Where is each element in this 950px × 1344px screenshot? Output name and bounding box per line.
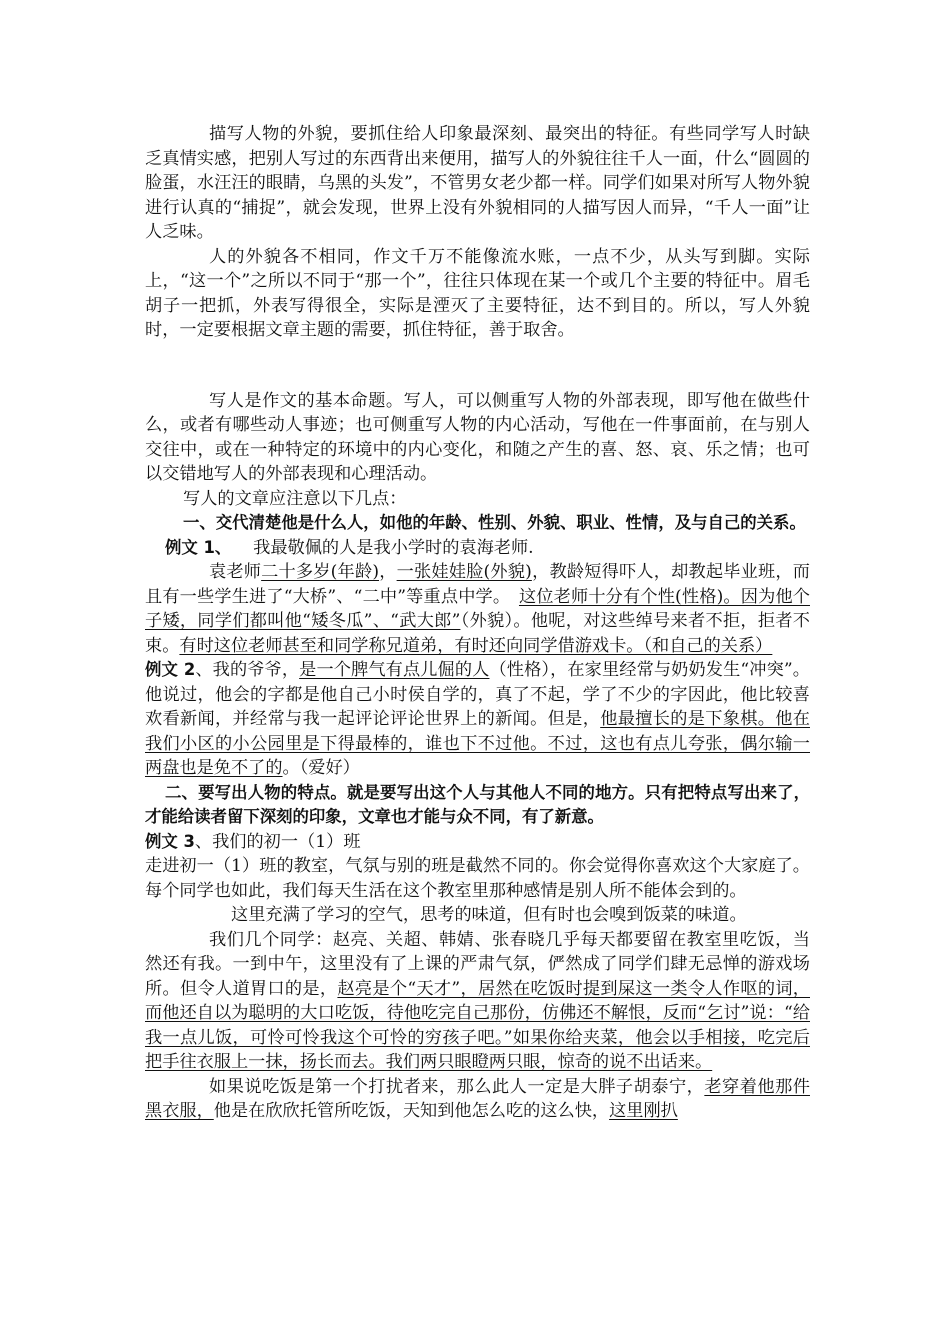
example-3-paragraph-4 [145,1075,810,1124]
example-2-text: （性格），在家里经常与奶奶发生“冲突”。他说过，他会的字都是他自己小时侯自学的，真了不起，学了不少的字因此，他比较喜欢看新闻，并经常与我一起评论评论世界上的新闻。但是， [145,660,810,729]
example-1-underline-personality: 这位老师十分有个性(性格)。因为他个子矮，同学们都叫他“矮冬瓜”、“武大郎” [145,586,810,631]
example-1-text: ， [379,562,397,582]
example-2-text: 、我的爷爷， [195,660,300,680]
example-3-paragraph-3 [145,928,810,1075]
example-1-underline-face: 一张娃娃脸(外貌) [396,562,532,582]
example-1-text: 袁老师 [209,562,262,582]
example-1-title: 我最敬佩的人是我小学时的袁海老师. [253,537,534,558]
example-3-label: 例文 3 [145,831,195,851]
example-1-text: （外貌）。他呢，对这些绰号来者不拒，拒者不束。 [145,611,810,656]
example-1-text: ，教龄短得吓人，却教起毕业班，而且有一些学生进了“大桥”、“二中”等重点中学。 [145,562,810,607]
example-2-text: 。（爱好） [282,758,360,778]
example-1-title-line [145,536,810,561]
example-3-text: 他是在欣欣托管所吃饭，天知到他怎么吃的这么快， [213,1101,610,1121]
paragraph-writing-people: 写人是作文的基本命题。写人，可以侧重写人物的外部表现，即写他在做些什么，或者有哪些动人事迹；也可侧重写人物的内心活动，写他在一件事面前，在与别人交往中，或在一种特定的环境中的内心变化，和随之产生的喜、怒、哀、乐之情；也可以交错地写人的外部表现和心理活动。 [145,390,810,484]
example-3-text: 我们几个同学：赵亮、关超、韩婧、张春晓几乎每天都要留在教室里吃饭，当然还有我。一到中午，这里没有了上课的严肃气氛，俨然成了同学们肆无忌惮的游戏场所。但令人道胃口的是， [145,929,810,999]
example-1-underline-relationship: 有时这位老师甚至和同学称兄道弟，有时还向同学借游戏卡。（和自己的关系） [179,635,773,656]
example-1-label: 例文 1、 [165,537,232,557]
example-3-title-line [145,830,810,855]
example-1-underline-age: 二十多岁(年龄) [261,562,380,582]
paragraph-appearance-detail: 人的外貌各不相同，作文千万不能像流水账，一点不少，从头写到脚。实际上，“这一个”之所以不同于“那一个”，往往只体现在某一个或几个主要的特征中。眉毛胡子一把抓，外表写得很全，实际是湮灭了主要特征，达不到目的。所以，写人外貌时，一定要根据文章主题的需要，抓住特征，善于取舍。 [145,246,810,340]
example-2-underline-temper: 是一个脾气有点儿倔的人 [299,660,490,680]
paragraph-appearance-intro: 描写人物的外貌，要抓住给人印象最深刻、最突出的特征。有些同学写人时缺乏真情实感，把别人写过的东西背出来便用，描写人的外貌往往千人一面，什么“圆圆的脸蛋，水汪汪的眼睛，乌黑的头发”，不管男女老少都一样。同学们如果对所写人物外貌进行认真的“捕捉”，就会发现，世界上没有外貌相同的人描写因人而异，“千人一面”让人乏味。 [145,124,810,242]
example-2-underline-chess: 他最擅长的是下象棋。他在我们小区的小公园里是下得最棒的，谁也下不过他。不过，这也有点儿夸张，偶尔输一两盘也是免不了的 [145,709,810,778]
paragraph-gap [145,343,810,389]
example-2-label: 例文 2 [145,660,196,679]
example-3-paragraph-1: 走进初一（1）班的教室，气氛与别的班是截然不同的。你会觉得你喜欢这个大家庭了。每个同学也如此，我们每天生活在这个教室里那种感情是别人所不能体会到的。 [145,856,810,901]
paragraph-points-intro: 写人的文章应注意以下几点： [183,488,407,509]
example-3-text: 如果说吃饭是第一个打扰者来，那么此人一定是大胖子胡泰宁， [209,1076,705,1097]
heading-point-two: 二、要写出人物的特点。就是要写出这个人与其他人不同的地方。只有把特点写出来了，才能给读者留下深刻的印象，文章也才能与众不同，有了新意。 [145,782,810,826]
example-1-body [145,560,810,658]
example-3-underline-end: 这里刚扒 [609,1101,678,1121]
example-2-body [145,658,810,781]
document-body [145,122,810,1124]
example-3-underline-clothes: 老穿着他那件黑衣服， [145,1076,810,1121]
example-3-paragraph-2: 这里充满了学习的空气，思考的味道，但有时也会嗅到饭菜的味道。 [231,905,747,925]
example-3-title: 、我们的初一（1）班 [194,831,361,852]
heading-point-one: 一、交代清楚他是什么人，如他的年龄、性别、外貌、职业、性情，及与自己的关系。 [183,513,806,532]
example-3-underline-zhaoliang: 赵亮是个“天才”，居然在吃饭时提到屎这一类令人作呕的词，而他还自以为聪明的大口吃饭，待他吃完自己那份，仿佛还不解恨，反而“乞讨”说：“给我一点儿饭，可怜可怜我这个可怜的穷孩子吧。”如果你给夹菜，他会以手相接，吃完后把手往衣服上一抹，扬长而去。我们两只眼瞪两只眼，惊奇的说不出话来。 [145,978,810,1072]
